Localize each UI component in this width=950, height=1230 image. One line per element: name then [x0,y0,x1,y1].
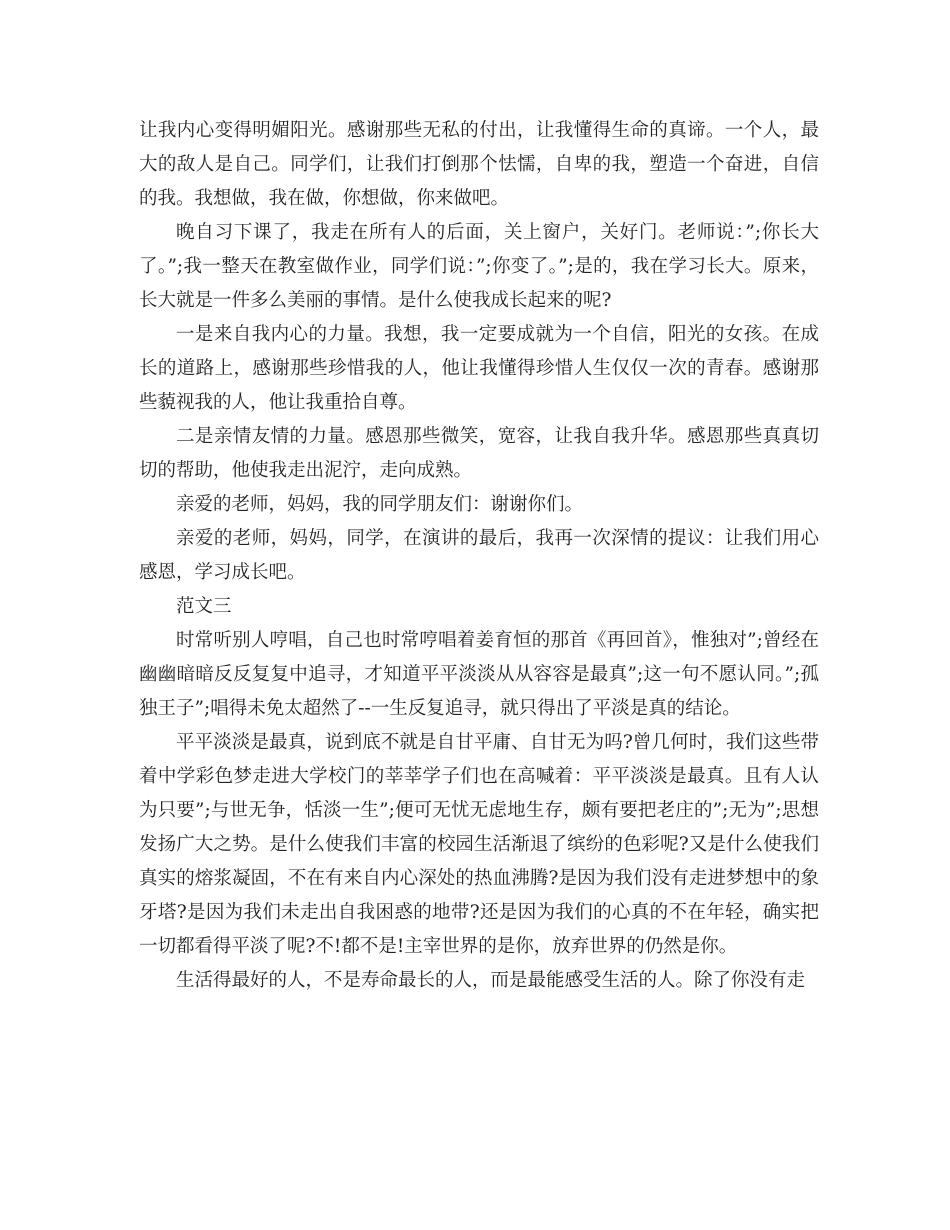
paragraph: 二是亲情友情的力量。感恩那些微笑，宽容，让我自我升华。感恩那些真真切切的帮助，他使我走出泥泞，走向成熟。 [139,426,819,481]
document-body [139,114,819,998]
paragraph: 亲爱的老师，妈妈，同学，在演讲的最后，我再一次深情的提议：让我们用心感恩，学习成长吧。 [139,528,819,583]
paragraph: 平平淡淡是最真，说到底不就是自甘平庸、自甘无为吗?曾几何时，我们这些带着中学彩色梦走进大学校门的莘莘学子们也在高喊着：平平淡淡是最真。且有人认为只要”;与世无争，恬淡一生”;便可无忧无虑地生存，颇有要把老庄的”;无为”;思想发扬广大之势。是什么使我们丰富的校园生活渐退了缤纷的色彩呢?又是什么使我们真实的熔浆凝固，不在有来自内心深处的热血沸腾?是因为我们没有走进梦想中的象牙塔?是因为我们未走出自我困惑的地带?还是因为我们的心真的不在年轻，确实把一切都看得平淡了呢?不!都不是!主宰世界的是你，放弃世界的仍然是你。 [139,732,819,957]
paragraph-continued: 让我内心变得明媚阳光。感谢那些无私的付出，让我懂得生命的真谛。一个人，最大的敌人是自己。同学们，让我们打倒那个怯懦，自卑的我，塑造一个奋进，自信的我。我想做，我在做，你想做，你来做吧。 [139,120,819,209]
section-heading: 范文三 [176,596,232,617]
paragraph: 亲爱的老师，妈妈，我的同学朋友们：谢谢你们。 [176,494,584,515]
paragraph: 一是来自我内心的力量。我想，我一定要成就为一个自信，阳光的女孩。在成长的道路上，感谢那些珍惜我的人，他让我懂得珍惜人生仅仅一次的青春。感谢那些藐视我的人，他让我重拾自尊。 [139,324,819,413]
paragraph: 生活得最好的人，不是寿命最长的人，而是最能感受生活的人。除了你没有走 [176,970,806,991]
paragraph: 晚自习下课了，我走在所有人的后面，关上窗户，关好门。老师说：”;你长大了。”;我一整天在教室做作业，同学们说：”;你变了。”;是的，我在学习长大。原来，长大就是一件多么美丽的事情。是什么使我成长起来的呢? [139,222,819,311]
paragraph: 时常听别人哼唱，自己也时常哼唱着姜育恒的那首《再回首》，惟独对”;曾经在幽幽暗暗反反复复中追寻，才知道平平淡淡从从容容是最真”;这一句不愿认同。”;孤独王子”;唱得未免太超然了--一生反复追寻，就只得出了平淡是真的结论。 [139,630,819,719]
